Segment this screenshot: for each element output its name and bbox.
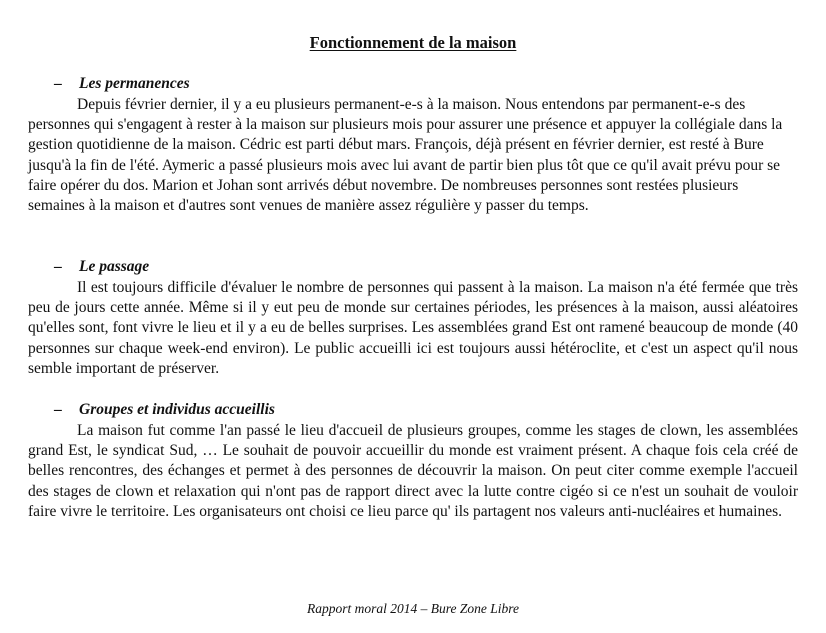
section-permanences [28,75,798,216]
section-groupes [28,401,798,522]
section-paragraph: La maison fut comme l'an passé le lieu d'accueil de plusieurs groupes, comme les stages de clown, les assemblées grand Est, le syndicat Sud, … Le souhait de pouvoir accueillir du monde est vraiment présent. A chaque fois cela créé de belles rencontres, des échanges et permet à des personnes de découvrir la maison. On peut citer comme exemple l'accueil des stages de clown et relaxation qui n'ont pas de rapport direct avec la lutte contre cigéo si ce n'est un souhait de vouloir faire vivre le territoire. Les organisateurs ont choisi ce lieu parce qu' ils partagent nos valeurs anti-nucléaires et humaines. [28,422,798,520]
section-heading-text: Les permanences [79,75,190,92]
section-paragraph: Depuis février dernier, il y a eu plusieurs permanent-e-s à la maison. Nous entendons par permanent-e-s des personnes qui s'engagent à rester à la maison sur plusieurs mois pour assurer une présence et appuyer la collégiale dans la gestion quotidienne de la maison. Cédric est parti début mars. François, déjà présent en février dernier, est resté à Bure jusqu'à la fin de l'été. Aymeric a passé plusieurs mois avec lui avant de partir bien plus tôt que ce qu'il avait prévu pour se faire opérer du dos. Marion et Johan sont arrivés début novembre. De nombreuses personnes sont restées plusieurs semaines à la maison et d'autres sont venues de manière assez régulière y passer du temps. [28,96,783,215]
section-heading-text: Groupes et individus accueillis [79,401,275,418]
section-heading [28,258,798,278]
section-paragraph: Il est toujours difficile d'évaluer le nombre de personnes qui passent à la maison. La maison n'a été fermée que très peu de jours cette année. Même si il y eut peu de monde sur certaines périodes, les présences à la maison, aussi aléatoires qu'elles sont, font vivre le lieu et il y a eu de belles surprises. Les assemblées grand Est ont ramené beaucoup de monde (40 personnes sur chaque week-end environ). Le public accueilli ici est toujours aussi hétéroclite, et c'est un aspect qu'il nous semble important de préserver. [28,279,798,377]
bullet-dash: – [54,258,62,275]
section-heading-text: Le passage [79,258,150,275]
bullet-dash: – [54,401,62,418]
section-heading [28,75,798,95]
bullet-dash: – [54,75,62,92]
section-passage [28,258,798,379]
page-footer: Rapport moral 2014 – Bure Zone Libre [307,601,519,616]
document-title: Fonctionnement de la maison [309,33,517,52]
section-heading [28,401,798,421]
